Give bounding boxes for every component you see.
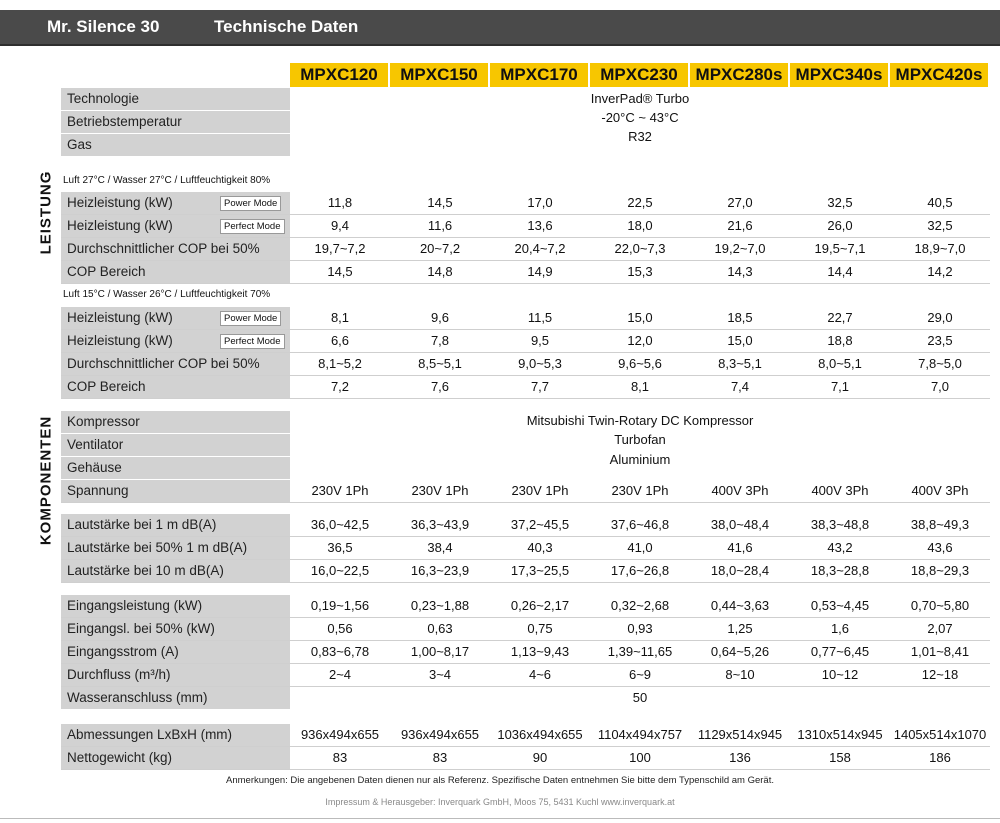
perf2-row-cell: 8,1 [330, 310, 350, 325]
perf2-row-cell: 12,0 [627, 333, 653, 348]
perf2-row-cell: 7,4 [730, 379, 750, 394]
section-komponenten-label: KOMPONENTEN [37, 415, 55, 546]
perf1-row-cell: 11,6 [427, 218, 453, 233]
row-divider [61, 769, 990, 770]
noise-row-cell: 36,0~42,5 [310, 517, 370, 532]
general-label: Gas [61, 134, 290, 156]
model-header-mpxc120: MPXC120 [290, 63, 388, 87]
dims-row-cell: 1104x494x757 [597, 727, 683, 742]
section-title: Technische Daten [214, 17, 359, 36]
perf2-row-cell: 9,5 [530, 333, 550, 348]
perf1-row-cell: 14,5 [427, 195, 453, 210]
dims-row-cell: 936x494x655 [300, 727, 380, 742]
condition-2: Luft 15°C / Wasser 26°C / Luftfeuchtigkeit 70% [63, 289, 271, 300]
perf2-row-cell: 29,0 [927, 310, 953, 325]
input-row-label: Durchfluss (m³/h) [61, 664, 290, 686]
input-row-cell: 1,6 [830, 621, 850, 636]
perf2-row-cell: 11,5 [527, 310, 553, 325]
perf2-row-cell: 8,0~5,1 [818, 356, 862, 371]
spannung-row-cell: 400V 3Ph [711, 483, 769, 498]
dims-row-label: Nettogewicht (kg) [61, 747, 290, 769]
dims-row-cell: 83 [432, 750, 448, 765]
input-row-cell: 0,75 [527, 621, 553, 636]
perf2-row-cell: 7,7 [530, 379, 550, 394]
dims-row-cell: 1129x514x945 [697, 727, 783, 742]
perf1-row-cell: 17,0 [527, 195, 553, 210]
perf1-row-label: Heizleistung (kW) [61, 192, 290, 214]
perf1-row-cell: 14,2 [927, 264, 953, 279]
input-row-cell: 1,00~8,17 [410, 644, 470, 659]
perf1-row-label: Durchschnittlicher COP bei 50% [61, 238, 290, 260]
perf1-row-cell: 11,8 [327, 195, 353, 210]
input-row-cell: 3~4 [428, 667, 452, 682]
perf2-row-cell: 7,8~5,0 [918, 356, 962, 371]
input-row-cell: 1,25 [727, 621, 753, 636]
noise-row-cell: 36,5 [327, 540, 353, 555]
perf1-row-label: COP Bereich [61, 261, 290, 283]
noise-row-cell: 17,3~25,5 [510, 563, 570, 578]
noise-row-cell: 18,8~29,3 [910, 563, 970, 578]
input-row-cell: 0,32~2,68 [610, 598, 670, 613]
perf1-row-cell: 14,8 [427, 264, 453, 279]
spannung-row-label: Spannung [61, 480, 290, 502]
perf1-row-cell: 14,9 [527, 264, 553, 279]
noise-row-label: Lautstärke bei 1 m dB(A) [61, 514, 290, 536]
perf1-row-cell: 40,5 [927, 195, 953, 210]
dims-row-cell: 100 [629, 750, 651, 765]
perf2-row-cell: 8,3~5,1 [718, 356, 762, 371]
perf2-row-cell: 9,6 [430, 310, 450, 325]
perf1-row-cell: 21,6 [727, 218, 753, 233]
noise-row-cell: 36,3~43,9 [410, 517, 470, 532]
model-header-mpxc150: MPXC150 [390, 63, 488, 87]
perf2-row-cell: 8,5~5,1 [418, 356, 462, 371]
noise-row-cell: 38,4 [427, 540, 453, 555]
perf2-row-label: Heizleistung (kW) [61, 330, 290, 352]
model-header-mpxc280s: MPXC280s [690, 63, 788, 87]
model-header-mpxc340s: MPXC340s [790, 63, 888, 87]
dims-row-cell: 158 [829, 750, 851, 765]
condition-1: Luft 27°C / Wasser 27°C / Luftfeuchtigkeit 80% [63, 175, 271, 186]
noise-row-cell: 18,3~28,8 [810, 563, 870, 578]
perf2-row-cell: 7,2 [330, 379, 350, 394]
perf2-row-cell: 23,5 [927, 333, 953, 348]
input-row-cell: 1,39~11,65 [607, 644, 673, 659]
noise-row-cell: 17,6~26,8 [610, 563, 670, 578]
noise-row-cell: 43,2 [827, 540, 853, 555]
component-label: Gehäuse [61, 457, 290, 479]
footer-rule [0, 818, 1000, 819]
perf1-row-cell: 14,3 [727, 264, 753, 279]
noise-row-cell: 16,3~23,9 [410, 563, 470, 578]
component-label: Kompressor [61, 411, 290, 433]
general-value: R32 [628, 129, 652, 144]
component-value: Mitsubishi Twin-Rotary DC Kompressor [526, 413, 754, 428]
input-row-cell: 0,63 [427, 621, 453, 636]
perf1-row-cell: 20~7,2 [419, 241, 461, 256]
perf1-row-cell: 32,5 [827, 195, 853, 210]
noise-row-cell: 38,3~48,8 [810, 517, 870, 532]
perf1-row-cell: 19,5~7,1 [814, 241, 866, 256]
model-header-mpxc420s: MPXC420s [890, 63, 988, 87]
perf2-row-cell: 9,6~5,6 [618, 356, 662, 371]
spannung-row-cell: 400V 3Ph [811, 483, 869, 498]
dims-row-cell: 186 [929, 750, 951, 765]
noise-row-cell: 41,6 [727, 540, 753, 555]
dims-row-cell: 1405x514x1070 [893, 727, 987, 742]
perf1-row-cell: 18,0 [627, 218, 653, 233]
input-row-cell: 1,13~9,43 [510, 644, 570, 659]
perf1-row-cell: 27,0 [727, 195, 753, 210]
noise-row-label: Lautstärke bei 10 m dB(A) [61, 560, 290, 582]
row-divider [61, 283, 990, 284]
input-row-cell: 0,83~6,78 [310, 644, 370, 659]
spannung-row-cell: 230V 1Ph [311, 483, 369, 498]
input-row-cell: 0,26~2,17 [510, 598, 570, 613]
input-row-cell: 6~9 [628, 667, 652, 682]
input-row-cell: 12~18 [921, 667, 959, 682]
dims-row-cell: 1036x494x655 [497, 727, 583, 742]
general-value: InverPad® Turbo [590, 91, 690, 106]
perf2-row-cell: 18,8 [827, 333, 853, 348]
spannung-row-cell: 230V 1Ph [611, 483, 669, 498]
perf2-row-cell: 7,1 [830, 379, 850, 394]
row-divider [61, 398, 990, 399]
perf1-row-cell: 19,2~7,0 [714, 241, 766, 256]
product-title: Mr. Silence 30 [47, 17, 160, 36]
perf2-row-label: Heizleistung (kW) [61, 307, 290, 329]
input-row-cell: 0,44~3,63 [710, 598, 770, 613]
perf1-row-cell: 32,5 [927, 218, 953, 233]
input-row-cell: 10~12 [821, 667, 859, 682]
footer-note: Anmerkungen: Die angebenen Daten dienen nur als Referenz. Spezifische Daten entnehmen Sie bitte dem Typenschild am Gerät. [226, 775, 774, 786]
perf1-row-cell: 22,5 [627, 195, 653, 210]
perf1-row-cell: 15,3 [627, 264, 653, 279]
input-row-cell: 0,19~1,56 [310, 598, 370, 613]
perf1-row-cell: 26,0 [827, 218, 853, 233]
mode-badge-power: Power Mode [220, 196, 281, 211]
row-divider [61, 582, 990, 583]
perf2-row-cell: 15,0 [727, 333, 753, 348]
noise-row-cell: 38,8~49,3 [910, 517, 970, 532]
noise-row-cell: 41,0 [627, 540, 653, 555]
perf2-row-cell: 8,1 [630, 379, 650, 394]
perf2-row-cell: 8,1~5,2 [318, 356, 362, 371]
perf1-row-cell: 19,7~7,2 [314, 241, 366, 256]
general-value: -20°C ~ 43°C [601, 110, 679, 125]
dims-row-cell: 136 [729, 750, 751, 765]
noise-row-cell: 38,0~48,4 [710, 517, 770, 532]
input-row-cell: 0,77~6,45 [810, 644, 870, 659]
mode-badge-perfect: Perfect Mode [220, 334, 285, 349]
noise-row-cell: 43,6 [927, 540, 953, 555]
perf1-row-cell: 18,9~7,0 [914, 241, 966, 256]
dims-row-cell: 83 [332, 750, 348, 765]
input-row-cell: 2~4 [328, 667, 352, 682]
row-divider [61, 502, 990, 503]
noise-row-cell: 18,0~28,4 [710, 563, 770, 578]
perf2-row-cell: 6,6 [330, 333, 350, 348]
dims-row-cell: 90 [532, 750, 548, 765]
wasser-label: Wasseranschluss (mm) [61, 687, 290, 709]
dims-row-label: Abmessungen LxBxH (mm) [61, 724, 290, 746]
spannung-row-cell: 400V 3Ph [911, 483, 969, 498]
perf2-row-cell: 9,0~5,3 [518, 356, 562, 371]
mode-badge-perfect: Perfect Mode [220, 219, 285, 234]
perf1-row-cell: 13,6 [527, 218, 553, 233]
model-header-mpxc170: MPXC170 [490, 63, 588, 87]
input-row-label: Eingangsleistung (kW) [61, 595, 290, 617]
perf1-row-cell: 14,5 [327, 264, 353, 279]
model-header-mpxc230: MPXC230 [590, 63, 688, 87]
mode-badge-power: Power Mode [220, 311, 281, 326]
component-value: Aluminium [609, 452, 671, 467]
footer-imprint: Impressum & Herausgeber: Inverquark GmbH, Moos 75, 5431 Kuchl www.inverquark.at [325, 797, 675, 807]
noise-row-cell: 37,6~46,8 [610, 517, 670, 532]
perf2-row-cell: 7,8 [430, 333, 450, 348]
perf2-row-cell: 22,7 [827, 310, 853, 325]
input-row-cell: 2,07 [927, 621, 953, 636]
input-row-cell: 0,64~5,26 [710, 644, 770, 659]
input-row-label: Eingangsstrom (A) [61, 641, 290, 663]
input-row-label: Eingangsl. bei 50% (kW) [61, 618, 290, 640]
noise-row-cell: 16,0~22,5 [310, 563, 370, 578]
spannung-row-cell: 230V 1Ph [511, 483, 569, 498]
perf2-row-label: COP Bereich [61, 376, 290, 398]
input-row-cell: 4~6 [528, 667, 552, 682]
section-leistung-label: LEISTUNG [37, 170, 55, 255]
input-row-cell: 0,56 [327, 621, 353, 636]
component-label: Ventilator [61, 434, 290, 456]
general-label: Betriebstemperatur [61, 111, 290, 133]
noise-row-cell: 37,2~45,5 [510, 517, 570, 532]
input-row-cell: 0,70~5,80 [910, 598, 970, 613]
spannung-row-cell: 230V 1Ph [411, 483, 469, 498]
perf1-row-cell: 20,4~7,2 [514, 241, 566, 256]
header-bar [0, 10, 1000, 46]
input-row-cell: 8~10 [725, 667, 755, 682]
component-value: Turbofan [614, 432, 666, 447]
perf1-row-cell: 14,4 [827, 264, 853, 279]
perf2-row-label: Durchschnittlicher COP bei 50% [61, 353, 290, 375]
perf2-row-cell: 15,0 [627, 310, 653, 325]
perf1-row-cell: 22,0~7,3 [614, 241, 666, 256]
perf2-row-cell: 7,6 [430, 379, 450, 394]
wasser-value: 50 [632, 690, 648, 705]
input-row-cell: 0,23~1,88 [410, 598, 470, 613]
perf2-row-cell: 7,0 [930, 379, 950, 394]
input-row-cell: 0,93 [627, 621, 653, 636]
input-row-cell: 0,53~4,45 [810, 598, 870, 613]
general-label: Technologie [61, 88, 290, 110]
noise-row-cell: 40,3 [527, 540, 553, 555]
perf1-row-label: Heizleistung (kW) [61, 215, 290, 237]
noise-row-label: Lautstärke bei 50% 1 m dB(A) [61, 537, 290, 559]
perf2-row-cell: 18,5 [727, 310, 753, 325]
perf1-row-cell: 9,4 [330, 218, 350, 233]
input-row-cell: 1,01~8,41 [910, 644, 970, 659]
dims-row-cell: 1310x514x945 [797, 727, 883, 742]
dims-row-cell: 936x494x655 [400, 727, 480, 742]
